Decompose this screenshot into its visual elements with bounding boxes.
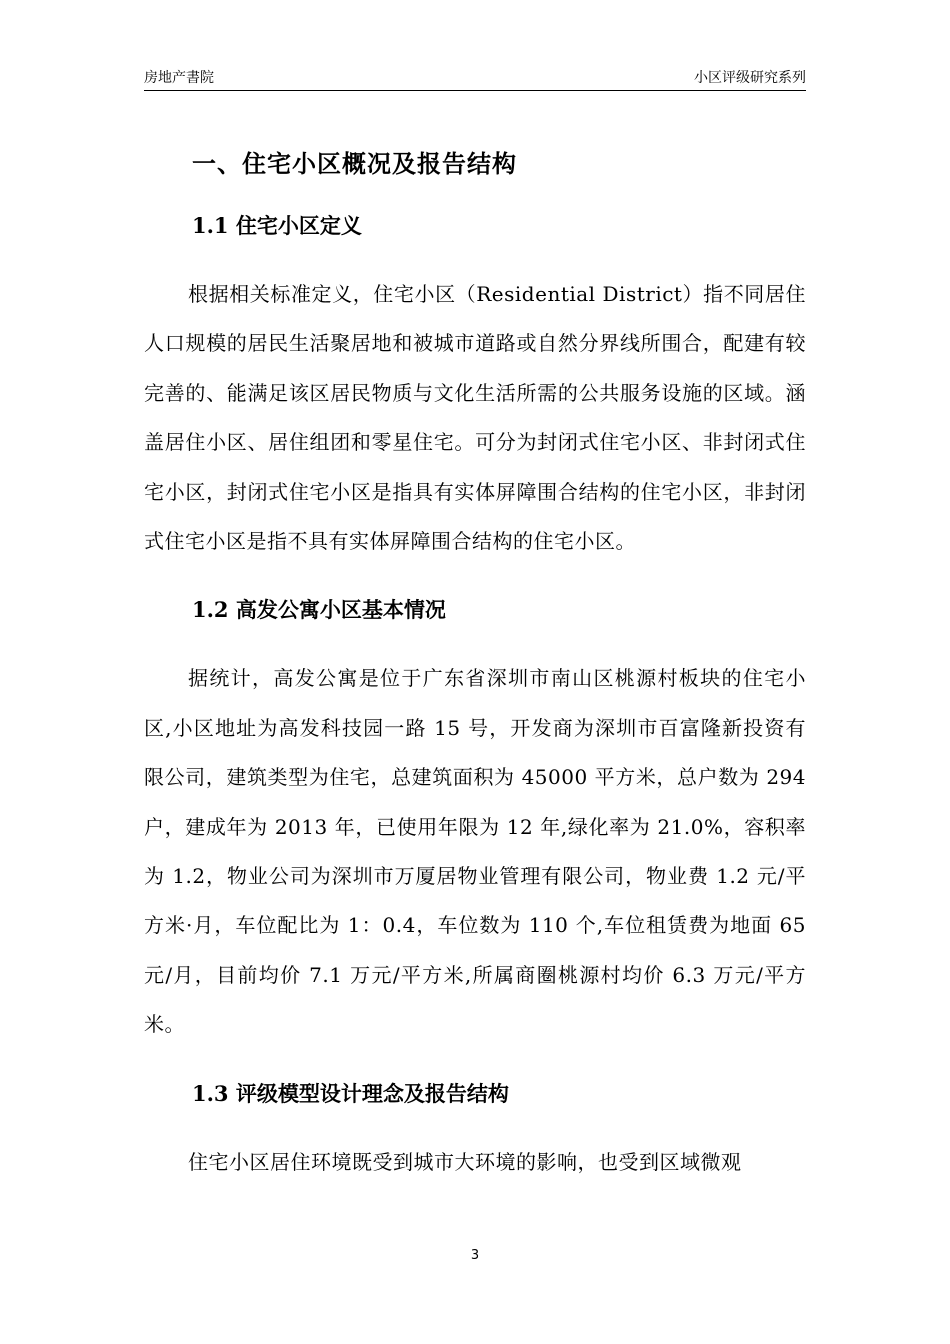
page-header [144, 68, 806, 91]
section-1-2-paragraph: 据统计，高发公寓是位于广东省深圳市南山区桃源村板块的住宅小区,小区地址为高发科技园一路 15 号，开发商为深圳市百富隆新投资有限公司，建筑类型为住宅，总建筑面积为 45000 平方米，总户数为 294 户，建成年为 2013 年，已使用年限为 12 年,绿化率为 21.0%，容积率为 1.2，物业公司为深圳市万厦居物业管理有限公司，物业费 1.2 元/平方米·月，车位配比为 1：0.4，车位数为 110 个,车位租赁费为地面 65 元/月，目前均价 7.1 万元/平方米,所属商圈桃源村均价 6.3 万元/平方米。 [144, 666, 806, 1037]
header-right-title: 小区评级研究系列 [694, 70, 806, 86]
page-number: 3 [470, 1248, 480, 1263]
chapter-title: 一、住宅小区概况及报告结构 [192, 149, 517, 178]
section-1-2-title: 1.2 高发公寓小区基本情况 [192, 597, 446, 623]
header-left-title: 房地产書院 [144, 70, 214, 86]
section-1-3-paragraph: 住宅小区居住环境既受到城市大环境的影响，也受到区域微观 [188, 1149, 742, 1174]
section-1-3-title: 1.3 评级模型设计理念及报告结构 [192, 1080, 509, 1106]
document-body [144, 140, 806, 1187]
section-1-1-paragraph: 根据相关标准定义，住宅小区（Residential District）指不同居住人口规模的居民生活聚居地和被城市道路或自然分界线所围合，配建有较完善的、能满足该区居民物质与文化生活所需的公共服务设施的区域。涵盖居住小区、居住组团和零星住宅。可分为封闭式住宅小区、非封闭式住宅小区，封闭式住宅小区是指具有实体屏障围合结构的住宅小区，非封闭式住宅小区是指不具有实体屏障围合结构的住宅小区。 [144, 282, 806, 554]
section-1-1-title: 1.1 住宅小区定义 [192, 213, 362, 238]
